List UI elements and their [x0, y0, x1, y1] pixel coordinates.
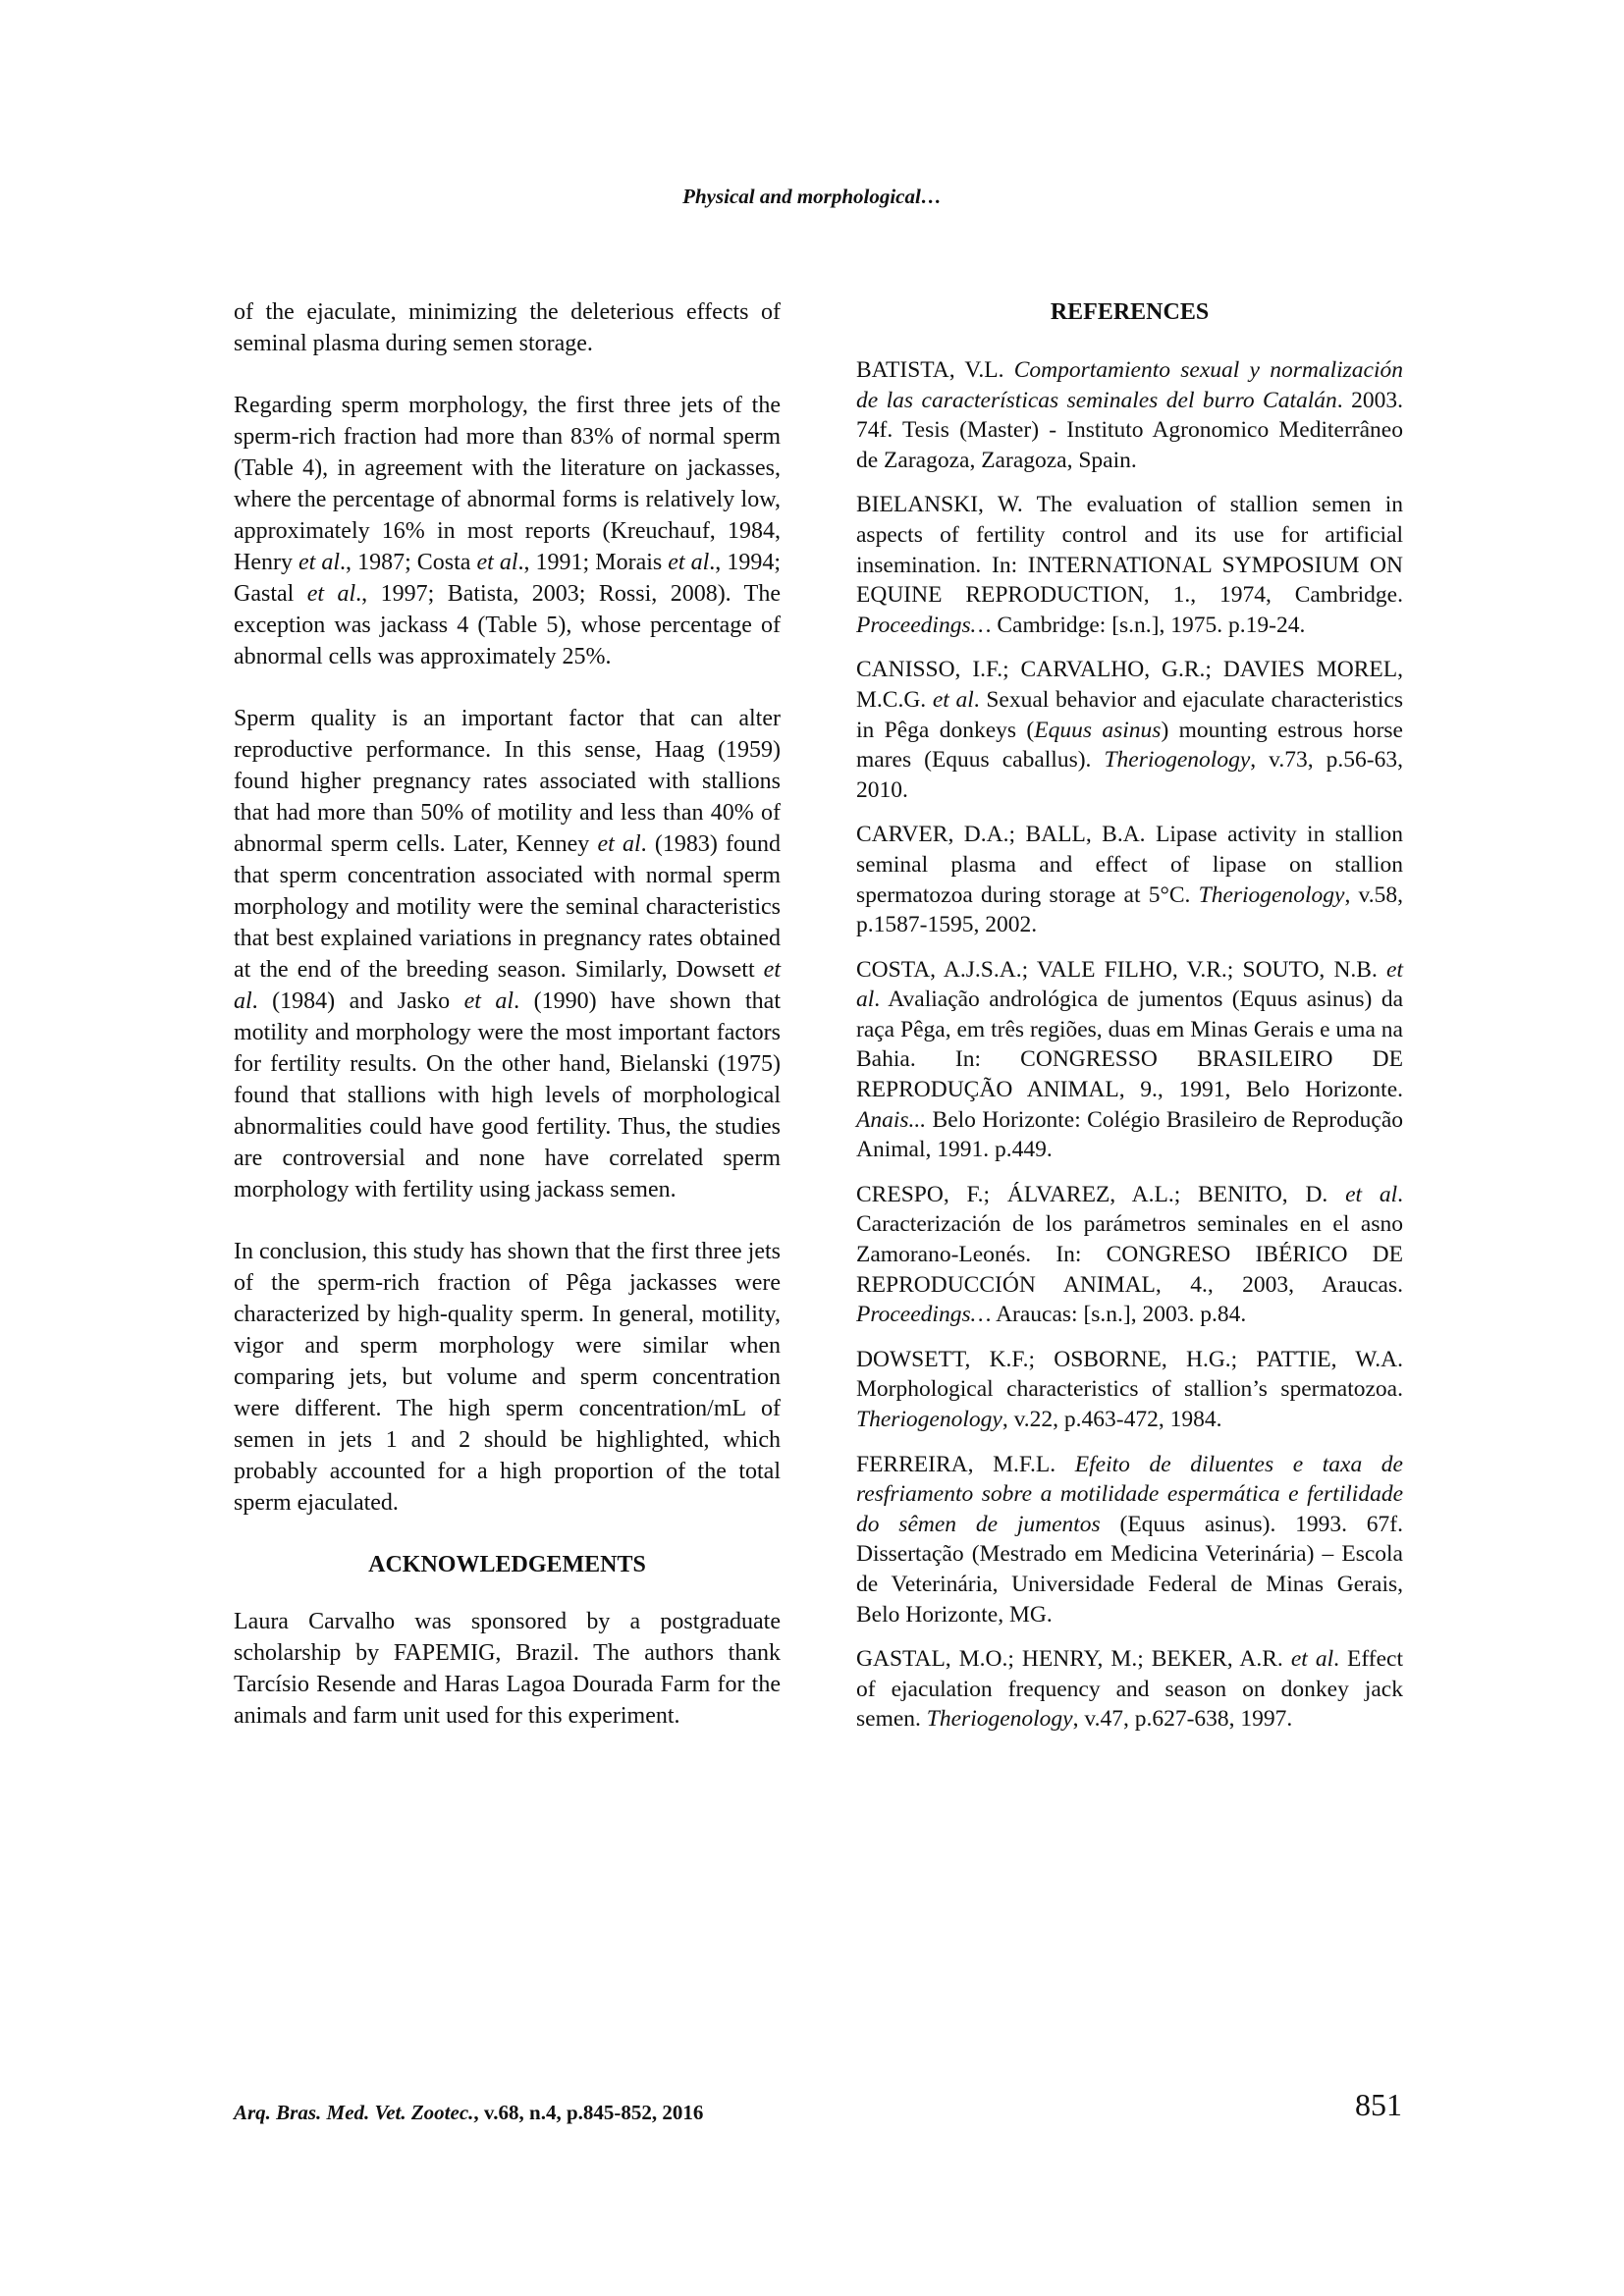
reference-item: GASTAL, M.O.; HENRY, M.; BEKER, A.R. et al. Effect of ejaculation frequency and season on donkey jack semen. Theriogenology, v.47, p.627-638, 1997.	[856, 1646, 1403, 1733]
journal-citation: Arq. Bras. Med. Vet. Zootec., v.68, n.4, p.845-852, 2016	[234, 2101, 704, 2124]
body-paragraph: Sperm quality is an important factor that can alter reproductive performance. In this sense, Haag (1959) found higher pregnancy rates associated with stallions that had more than 50% of motility and less than 40% of abnormal sperm cells. Later, Kenney et al. (1983) found that sperm concentration associated with normal sperm morphology and motility were the seminal characteristics that best explained variations in pregnancy rates obtained at the end of the breeding season. Similarly, Dowsett et al. (1984) and Jasko et al. (1990) have shown that motility and morphology were the most important factors for fertility results. On the other hand, Bielanski (1975) found that stallions with high levels of morphological abnormalities could have good fertility. Thus, the studies are controversial and none have correlated sperm morphology with fertility using jackass semen.	[234, 706, 782, 1202]
reference-item: DOWSETT, K.F.; OSBORNE, H.G.; PATTIE, W.A. Morphological characteristics of stallion’s spermatozoa. Theriogenology, v.22, p.463-472, 1984.	[856, 1346, 1403, 1432]
reference-item: COSTA, A.J.S.A.; VALE FILHO, V.R.; SOUTO, N.B. et al. Avaliação andrológica de jumentos (Equus asinus) da raça Pêga, em três regiões, duas em Minas Gerais e uma na Bahia. In: CONGRESSO BRASILEIRO DE REPRODUÇÃO ANIMAL, 9., 1991, Belo Horizonte. Anais... Belo Horizonte: Colégio Brasileiro de Reprodução Animal, 1991. p.449.	[856, 956, 1403, 1163]
reference-item: CARVER, D.A.; BALL, B.A. Lipase activity in stallion seminal plasma and effect of lipase on stallion spermatozoa during storage at 5°C. Theriogenology, v.58, p.1587-1595, 2002.	[856, 822, 1403, 938]
reference-item: BIELANSKI, W. The evaluation of stallion semen in aspects of fertility control and its use for artificial insemination. In: INTERNATIONAL SYMPOSIUM ON EQUINE REPRODUCTION, 1., 1974, Cambridge. Proceedings… Cambridge: [s.n.], 1975. p.19-24.	[856, 492, 1403, 638]
acknowledgements-heading: ACKNOWLEDGEMENTS	[368, 1552, 646, 1577]
body-paragraph: In conclusion, this study has shown that the first three jets of the sperm-rich fraction of Pêga jackasses were characterized by high-quality sperm. In general, motility, vigor and sperm morphology were similar when comparing jets, but volume and sperm concentration were different. The high sperm concentration/mL of semen in jets 1 and 2 should be highlighted, which probably accounted for a high proportion of the total sperm ejaculated.	[234, 1239, 781, 1516]
reference-item: CRESPO, F.; ÁLVAREZ, A.L.; BENITO, D. et al. Caracterización de los parámetros seminales en el asno Zamorano-Leonés. In: CONGRESO IBÉRICO DE REPRODUCCIÓN ANIMAL, 4., 2003, Araucas. Proceedings… Araucas: [s.n.], 2003. p.84.	[856, 1181, 1403, 1328]
reference-item: CANISSO, I.F.; CARVALHO, G.R.; DAVIES MOREL, M.C.G. et al. Sexual behavior and ejaculate characteristics in Pêga donkeys (Equus asinus) mounting estrous horse mares (Equus caballus). Theriogenology, v.73, p.56-63, 2010.	[856, 657, 1403, 803]
running-head: Physical and morphological…	[682, 185, 942, 208]
right-column	[856, 296, 1403, 1749]
page-number: 851	[1355, 2087, 1402, 2122]
reference-item: BATISTA, V.L. Comportamiento sexual y normalización de las características seminales del burro Catalán. 2003. 74f. Tesis (Master) - Instituto Agronomico Mediterrâneo de Zaragoza, Zaragoza, Spain.	[856, 357, 1403, 473]
references-heading: REFERENCES	[1050, 299, 1210, 325]
body-paragraph: Regarding sperm morphology, the first three jets of the sperm-rich fraction had more than 83% of normal sperm (Table 4), in agreement with the literature on jackasses, where the percentage of abnormal forms is relatively low, approximately 16% in most reports (Kreuchauf, 1984, Henry et al., 1987; Costa et al., 1991; Morais et al., 1994; Gastal et al., 1997; Batista, 2003; Rossi, 2008). The exception was jackass 4 (Table 5), whose percentage of abnormal cells was approximately 25%.	[234, 393, 781, 669]
body-paragraph: of the ejaculate, minimizing the deleterious effects of seminal plasma during semen storage.	[234, 299, 781, 356]
reference-item: FERREIRA, M.F.L. Efeito de diluentes e taxa de resfriamento sobre a motilidade espermática e fertilidade do sêmen de jumentos (Equus asinus). 1993. 67f. Dissertação (Mestrado em Medicina Veterinária) – Escola de Veterinária, Universidade Federal de Minas Gerais, Belo Horizonte, MG.	[856, 1451, 1404, 1628]
left-column	[234, 296, 781, 1762]
acknowledgements-text: Laura Carvalho was sponsored by a postgraduate scholarship by FAPEMIG, Brazil. The authors thank Tarcísio Resende and Haras Lagoa Dourada Farm for the animals and farm unit used for this experiment.	[234, 1609, 781, 1729]
